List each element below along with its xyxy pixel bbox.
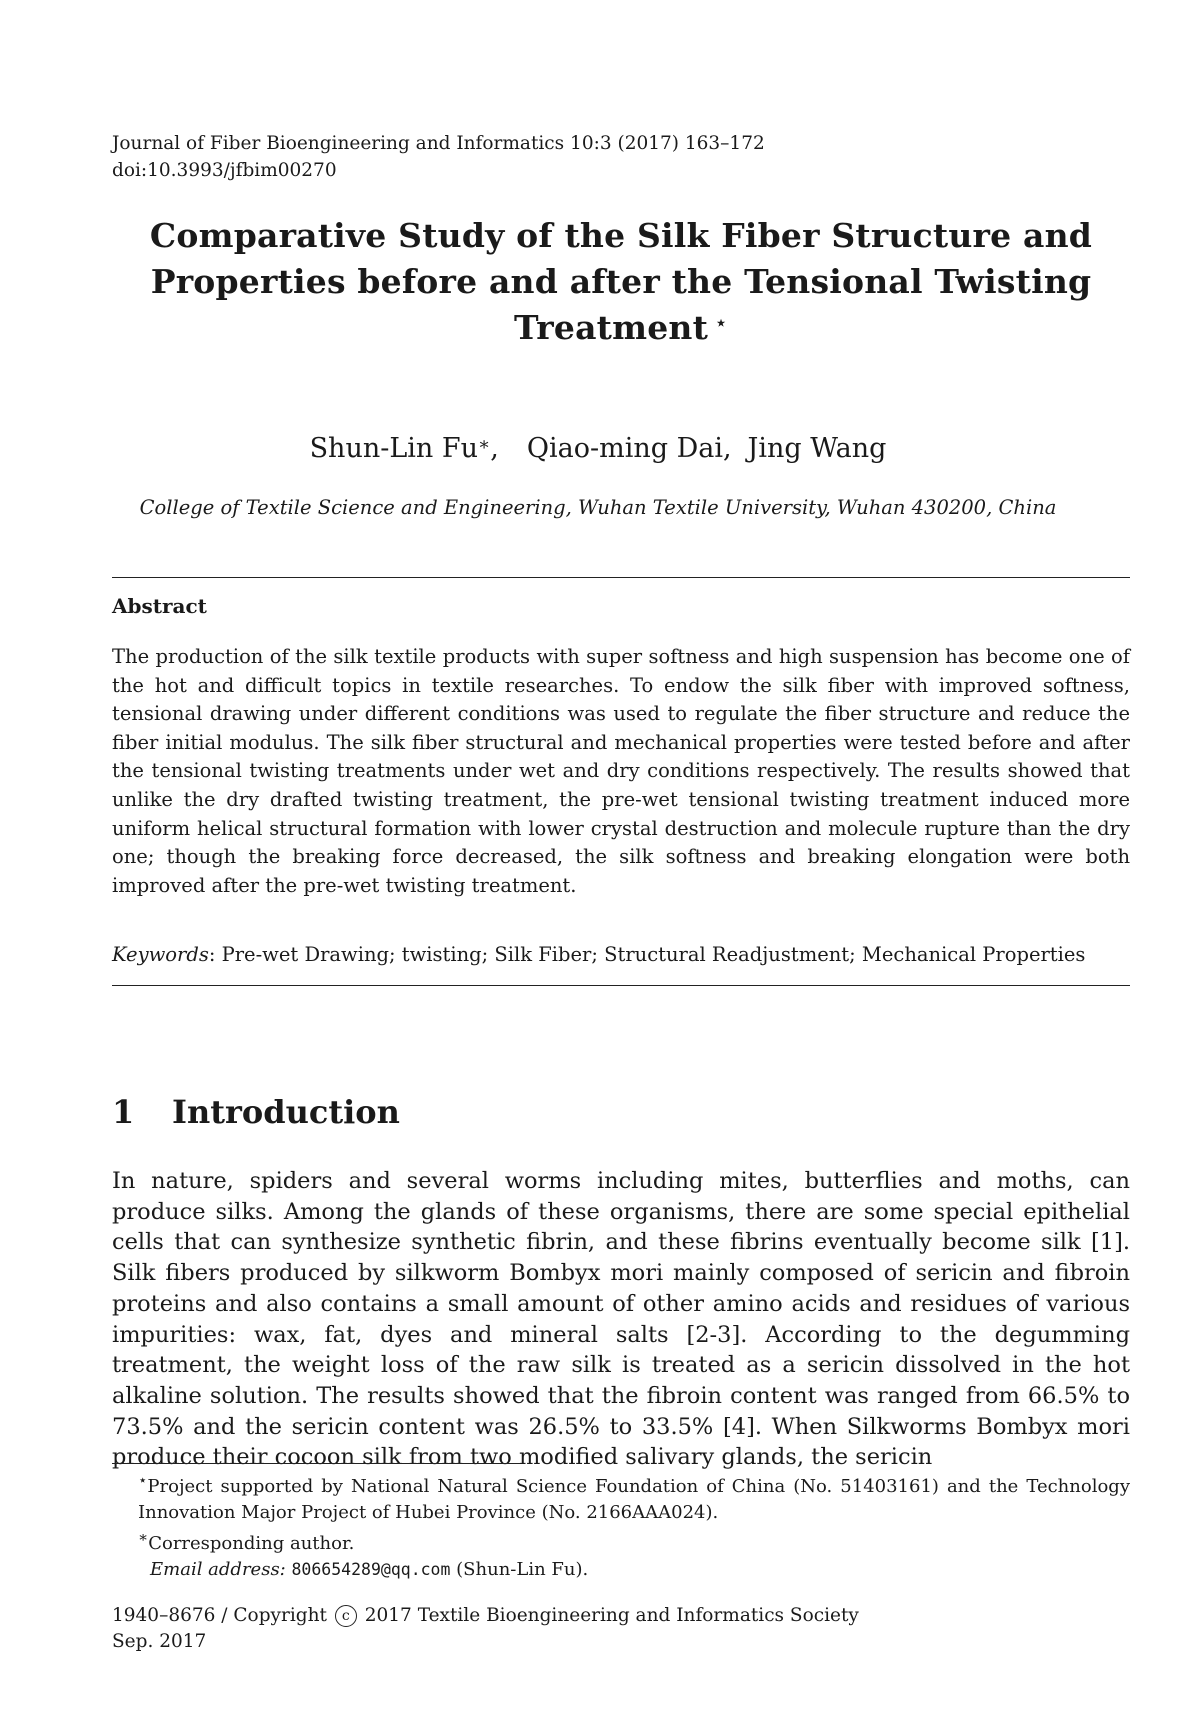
page-footer: [112, 1603, 1130, 1655]
keywords-label: Keywords: [112, 943, 209, 966]
abstract-bottom-rule: [112, 985, 1130, 986]
email-owner: (Shun-Lin Fu).: [450, 1558, 589, 1580]
issn-text: 1940–8676 / Copyright: [112, 1605, 327, 1626]
corresponding-author-mark: ∗: [478, 434, 491, 455]
footnote-email: [112, 1557, 1130, 1583]
title-line-3-text: Treatment: [513, 308, 709, 347]
footnote-corresponding: [112, 1525, 1130, 1557]
author-affiliation: College of Textile Science and Engineering, Wuhan Textile University, Wuhan 430200, China: [139, 496, 1057, 519]
abstract-body: The production of the silk textile products with super softness and high suspension has become one of the hot and difficult topics in textile researches. To endow the silk fiber with improved softness, tensional drawing under different conditions was used to regulate the fiber structure and reduce the fiber initial modulus. The silk fiber structural and mechanical properties were tested before and after the tensional twisting treatments under wet and dry conditions respectively. The results showed that unlike the dry drafted twisting treatment, the pre-wet tensional twisting treatment induced more uniform helical structural formation with lower crystal destruction and molecule rupture than the dry one; though the breaking force decreased, the silk softness and breaking elongation were both improved after the pre-wet twisting treatment.: [112, 645, 1130, 897]
footnote-funding: [112, 1468, 1130, 1525]
abstract-top-rule: [112, 577, 1130, 578]
issn-copyright-line: [112, 1603, 1130, 1629]
journal-header: [112, 130, 1130, 184]
journal-doi: doi:10.3993/jfbim00270: [112, 160, 337, 181]
abstract-heading: Abstract: [112, 594, 207, 618]
section-heading-introduction: [112, 1092, 1130, 1132]
copyright-text: 2017 Textile Bioengineering and Informatics Society: [364, 1605, 859, 1626]
title-line-1: Comparative Study of the Silk Fiber Structure and: [149, 216, 1093, 255]
author-1: Shun-Lin Fu: [309, 433, 479, 464]
title-line-3: [140, 305, 1102, 351]
copyright-icon: c: [335, 1605, 357, 1627]
author-separator: ,: [490, 433, 499, 464]
section-title: Introduction: [172, 1093, 400, 1131]
keywords-text: : Pre-wet Drawing; twisting; Silk Fiber; Structural Readjustment; Mechanical Properties: [208, 943, 1086, 966]
author-2: Qiao-ming Dai,: [526, 433, 732, 464]
publication-date: Sep. 2017: [112, 1631, 207, 1652]
footnote-corresponding-text: Corresponding author.: [148, 1533, 355, 1554]
section-number: 1: [112, 1093, 135, 1131]
email-address[interactable]: 806654289@qq.com: [291, 1559, 451, 1579]
footnotes: [112, 1468, 1130, 1582]
footnote-funding-text: Project supported by National Natural Science Foundation of China (No. 51403161) and the Technology Innovation Major Project of Hubei Province (No. 2166AAA024).: [138, 1476, 1130, 1523]
keywords: [112, 941, 1130, 969]
title-footnote-mark: ⋆: [714, 311, 729, 336]
email-label: Email address:: [150, 1558, 286, 1580]
author-3: Jing Wang: [747, 433, 887, 464]
footnote-funding-mark: ⋆: [138, 1471, 148, 1489]
journal-citation: Journal of Fiber Bioengineering and Informatics 10:3 (2017) 163–172: [112, 133, 765, 154]
title-line-2: Properties before and after the Tensional Twisting: [150, 262, 1092, 301]
introduction-paragraph: In nature, spiders and several worms including mites, butterflies and moths, can produce silks. Among the glands of these organisms, there are some special epithelial cells that can synthesize synthetic fibrin, and these fibrins eventually become silk [1]. Silk fibers produced by silkworm Bombyx mori mainly composed of sericin and fibroin proteins and also contains a small amount of other amino acids and residues of various impurities: wax, fat, dyes and mineral salts [2-3]. According to the degumming treatment, the weight loss of the raw silk is treated as a sericin dissolved in the hot alkaline solution. The results showed that the fibroin content was ranged from 66.5% to 73.5% and the sericin content was 26.5% to 33.5% [4]. When Silkworms Bombyx mori produce their cocoon silk from two modified salivary glands, the sericin: [112, 1168, 1130, 1471]
footnote-corresponding-mark: ∗: [138, 1528, 149, 1546]
paper-title: [140, 213, 1102, 351]
author-list: [0, 432, 1196, 466]
footnote-rule: [112, 1463, 520, 1464]
